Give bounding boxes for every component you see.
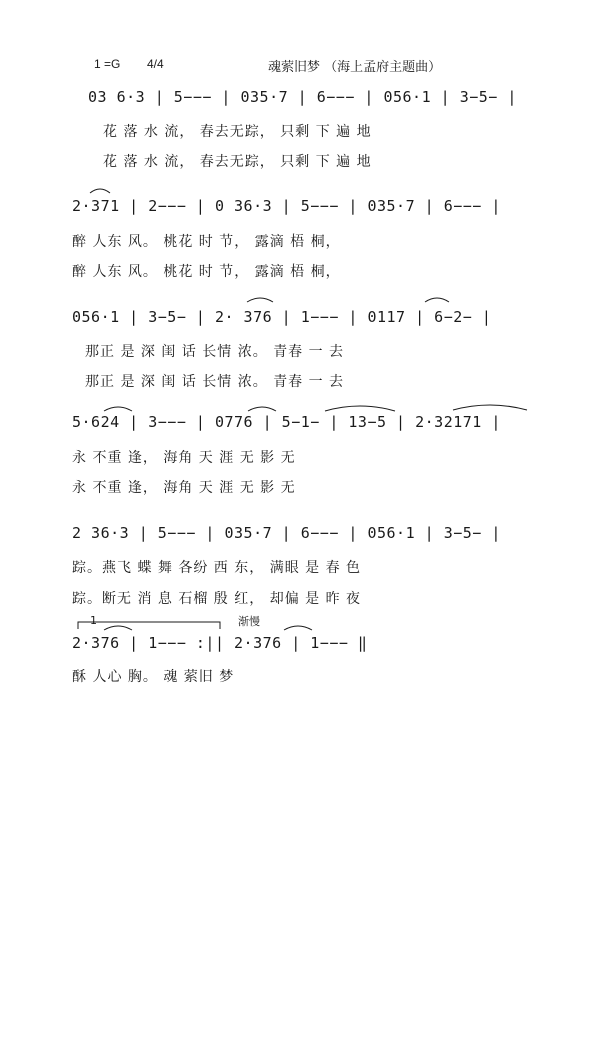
- notation-line-3: 056·1 | 3−5− | 2· 376 | 1−−− | 0117 | 6−2− |: [72, 308, 492, 326]
- slur-arc: [248, 407, 276, 411]
- lyric-line-5b: 踪。断无 消 息 石榴 殷 红， 却偏 是 昨 夜: [72, 591, 362, 607]
- lyric-line-4a: 永 不重 逢， 海角 天 涯 无 影 无: [72, 450, 296, 466]
- notation-line-6: 2·376 | 1−−− :|| 2·376 | 1−−− ‖: [72, 634, 368, 652]
- tempo-marking: 渐慢: [238, 615, 260, 628]
- notation-line-1: 03 6·3 | 5−−− | 035·7 | 6−−− | 056·1 | 3−5− |: [88, 88, 517, 106]
- lyric-line-2b: 醉 人东 风。 桃花 时 节， 露滴 梧 桐，: [72, 264, 341, 280]
- slur-arc: [425, 298, 449, 302]
- volta-bracket: [78, 622, 220, 629]
- lyric-line-4b: 永 不重 逢， 海角 天 涯 无 影 无: [72, 480, 296, 496]
- slur-arc: [325, 406, 395, 411]
- slur-arc: [247, 298, 273, 302]
- slur-arc: [104, 407, 132, 411]
- time-signature: 4/4: [147, 57, 164, 71]
- lyric-line-2a: 醉 人东 风。 桃花 时 节， 露滴 梧 桐，: [72, 234, 341, 250]
- slur-arc: [453, 405, 527, 410]
- slur-arc: [90, 189, 110, 193]
- song-title: 魂萦旧梦 （海上孟府主题曲）: [268, 60, 442, 75]
- notation-line-4: 5·624 | 3−−− | 0776 | 5−1− | 13−5 | 2·32171 |: [72, 413, 501, 431]
- volta-label: 1: [90, 614, 97, 627]
- lyric-line-5a: 踪。燕飞 蝶 舞 各纷 西 东， 满眼 是 春 色: [72, 560, 362, 576]
- lyric-line-3a: 那正 是 深 闺 话 长情 浓。 青春 一 去: [85, 344, 345, 360]
- slur-arc: [104, 626, 132, 630]
- key-signature: 1 =G: [94, 57, 121, 71]
- lyric-line-6: 酥 人心 胸。 魂 萦旧 梦: [72, 669, 235, 685]
- notation-line-2: 2·371 | 2−−− | 0 36·3 | 5−−− | 035·7 | 6−−− |: [72, 197, 501, 215]
- lyric-line-1b: 花 落 水 流， 春去无踪， 只剩 下 遍 地: [103, 154, 372, 170]
- notation-line-5: 2 36·3 | 5−−− | 035·7 | 6−−− | 056·1 | 3−5− |: [72, 524, 501, 542]
- slur-arc: [284, 626, 312, 630]
- lyric-line-3b: 那正 是 深 闺 话 长情 浓。 青春 一 去: [85, 374, 345, 390]
- lyric-line-1a: 花 落 水 流， 春去无踪， 只剩 下 遍 地: [103, 124, 372, 140]
